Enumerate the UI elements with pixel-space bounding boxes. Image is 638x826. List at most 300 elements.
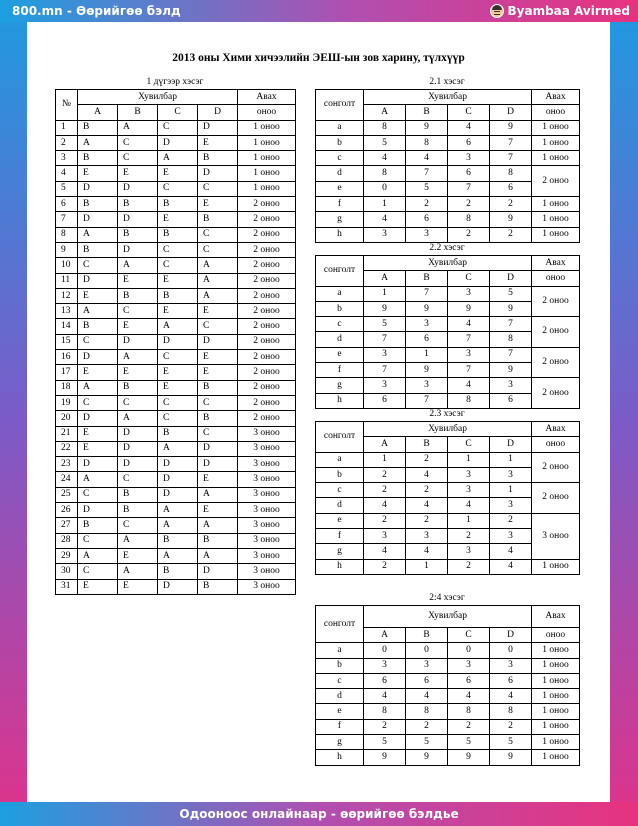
answer-cell: A	[78, 472, 118, 487]
score-cell: 3 оноо	[238, 472, 296, 487]
author-badge[interactable]	[490, 0, 630, 22]
table-header-row	[316, 256, 580, 271]
answer-cell: A	[118, 350, 158, 365]
answer-cell: B	[198, 212, 238, 227]
answer-cell: 1	[448, 513, 490, 528]
answer-cell: 8	[406, 704, 448, 719]
score-cell: 1 оноо	[238, 151, 296, 166]
score-cell: 3 оноо	[238, 487, 296, 502]
answer-cell: 1	[490, 452, 532, 467]
score-cell: 2 оноо	[532, 452, 580, 483]
answer-cell: 5	[406, 735, 448, 750]
answer-cell: E	[158, 304, 198, 319]
score-cell: 1 оноо	[532, 559, 580, 574]
table-row	[316, 513, 580, 528]
question-number: 12	[56, 288, 78, 303]
table-row	[56, 120, 296, 135]
answer-cell: A	[158, 151, 198, 166]
header-col-c: C	[448, 105, 490, 120]
question-number: 2	[56, 135, 78, 150]
question-number: 15	[56, 334, 78, 349]
score-cell: 2 оноо	[532, 286, 580, 317]
question-number: 11	[56, 273, 78, 288]
header-choice: сонголт	[316, 256, 364, 287]
table-row	[56, 288, 296, 303]
answer-cell: C	[158, 350, 198, 365]
choice-label: c	[316, 483, 364, 498]
answer-cell: 3	[364, 347, 406, 362]
table-row	[56, 135, 296, 150]
answer-cell: 5	[448, 735, 490, 750]
answer-cell: B	[78, 197, 118, 212]
bottom-banner	[0, 802, 638, 826]
answer-cell: D	[78, 457, 118, 472]
answer-cell: E	[158, 380, 198, 395]
table-row	[316, 719, 580, 734]
answer-cell: B	[118, 487, 158, 502]
table-row	[56, 166, 296, 181]
score-cell: 1 оноо	[532, 750, 580, 765]
answer-cell: A	[118, 258, 158, 273]
answer-cell: D	[118, 457, 158, 472]
answer-cell: D	[78, 181, 118, 196]
answer-cell: 2	[364, 559, 406, 574]
score-cell: 2 оноо	[532, 483, 580, 514]
answer-cell: 9	[490, 363, 532, 378]
answer-cell: C	[198, 426, 238, 441]
answer-cell: B	[198, 380, 238, 395]
table-row	[56, 457, 296, 472]
answer-cell: 9	[406, 750, 448, 765]
answer-cell: E	[158, 166, 198, 181]
table-row	[56, 579, 296, 594]
answer-cell: 3	[406, 317, 448, 332]
header-col-a: A	[78, 105, 118, 120]
choice-label: b	[316, 301, 364, 316]
answer-cell: 4	[406, 467, 448, 482]
choice-label: d	[316, 498, 364, 513]
table-header-row	[316, 90, 580, 105]
table-row	[56, 441, 296, 456]
answer-cell: C	[118, 472, 158, 487]
answer-cell: C	[158, 258, 198, 273]
part1-caption: 1 дүгээр хэсэг	[146, 77, 204, 87]
answer-cell: 1	[364, 452, 406, 467]
answer-cell: 3	[490, 529, 532, 544]
answer-cell: 7	[406, 393, 448, 408]
answer-cell: E	[198, 350, 238, 365]
question-number: 17	[56, 365, 78, 380]
header-score: Авах	[238, 90, 296, 105]
score-cell: 1 оноо	[532, 212, 580, 227]
answer-cell: D	[118, 181, 158, 196]
table-row	[56, 258, 296, 273]
answer-cell: 4	[406, 689, 448, 704]
answer-cell: 2	[448, 559, 490, 574]
choice-label: e	[316, 181, 364, 196]
answer-cell: 4	[448, 378, 490, 393]
answer-cell: D	[198, 166, 238, 181]
question-number: 23	[56, 457, 78, 472]
header-score-unit: оноо	[532, 628, 580, 643]
answer-cell: E	[78, 288, 118, 303]
answer-cell: 4	[364, 689, 406, 704]
table-row	[56, 548, 296, 563]
header-col-c: C	[448, 437, 490, 452]
answer-cell: 2	[490, 513, 532, 528]
answer-cell: 8	[448, 393, 490, 408]
score-cell: 3 оноо	[238, 426, 296, 441]
header-score: Авах	[532, 606, 580, 628]
score-cell: 3 оноо	[238, 457, 296, 472]
table-row	[56, 319, 296, 334]
answer-cell: D	[158, 579, 198, 594]
header-col-a: A	[364, 628, 406, 643]
answer-cell: E	[118, 579, 158, 594]
table-row	[56, 197, 296, 212]
table-row	[56, 564, 296, 579]
answer-cell: 3	[448, 347, 490, 362]
answer-cell: 2	[406, 719, 448, 734]
choice-label: c	[316, 317, 364, 332]
answer-cell: 3	[490, 467, 532, 482]
header-choice: сонголт	[316, 90, 364, 121]
header-score-unit: оноо	[532, 105, 580, 120]
score-cell: 1 оноо	[532, 135, 580, 150]
answer-cell: 9	[406, 301, 448, 316]
answer-cell: 0	[406, 643, 448, 658]
answer-cell: 4	[406, 498, 448, 513]
answer-cell: A	[78, 548, 118, 563]
answer-cell: 4	[364, 498, 406, 513]
score-cell: 2 оноо	[238, 197, 296, 212]
answer-cell: C	[118, 395, 158, 410]
section-2-1-table	[315, 89, 580, 243]
question-number: 29	[56, 548, 78, 563]
answer-cell: 9	[448, 301, 490, 316]
score-cell: 2 оноо	[238, 288, 296, 303]
table-row	[316, 378, 580, 393]
answer-cell: C	[118, 151, 158, 166]
table-row	[56, 181, 296, 196]
answer-cell: C	[158, 395, 198, 410]
table-row	[56, 503, 296, 518]
score-cell: 2 оноо	[238, 319, 296, 334]
answer-cell: E	[198, 365, 238, 380]
answer-cell: D	[198, 564, 238, 579]
question-number: 31	[56, 579, 78, 594]
answer-cell: E	[158, 273, 198, 288]
answer-cell: D	[118, 334, 158, 349]
score-cell: 3 оноо	[238, 441, 296, 456]
score-cell: 2 оноо	[532, 317, 580, 348]
choice-label: h	[316, 227, 364, 242]
answer-cell: 7	[406, 286, 448, 301]
question-number: 6	[56, 197, 78, 212]
answer-cell: 9	[490, 301, 532, 316]
answer-cell: 2	[364, 513, 406, 528]
score-cell: 2 оноо	[238, 258, 296, 273]
footer-slogan: Одооноос онлайнаар - өөрийгөө бэлдье	[179, 807, 459, 821]
header-variant: Хувилбар	[364, 256, 532, 271]
answer-cell: E	[198, 135, 238, 150]
answer-cell: 8	[490, 704, 532, 719]
answer-cell: 4	[448, 498, 490, 513]
table-row	[316, 151, 580, 166]
score-cell: 3 оноо	[238, 503, 296, 518]
header-col-d: D	[198, 105, 238, 120]
answer-cell: 3	[448, 544, 490, 559]
avatar-icon	[490, 4, 504, 18]
answer-cell: 5	[364, 317, 406, 332]
question-number: 18	[56, 380, 78, 395]
answer-cell: 7	[490, 317, 532, 332]
answer-cell: 2	[448, 719, 490, 734]
answer-cell: A	[118, 411, 158, 426]
section-2-1-caption: 2.1 хэсэг	[429, 77, 465, 87]
answer-cell: 7	[448, 332, 490, 347]
answer-cell: E	[158, 365, 198, 380]
answer-cell: E	[78, 166, 118, 181]
answer-cell: B	[158, 227, 198, 242]
answer-cell: 2	[448, 197, 490, 212]
site-brand-link[interactable]: 800.mn - Өөрийгөө бэлд	[12, 4, 181, 18]
score-cell: 1 оноо	[532, 735, 580, 750]
answer-cell: 2	[490, 719, 532, 734]
answer-cell: C	[198, 227, 238, 242]
answer-cell: 4	[448, 317, 490, 332]
answer-cell: 2	[406, 483, 448, 498]
answer-cell: 9	[406, 120, 448, 135]
choice-label: h	[316, 393, 364, 408]
answer-cell: B	[118, 503, 158, 518]
page-title: 2013 оны Хими хичээлийн ЭЕШ-ын зов харину, түлхүүр	[172, 52, 465, 64]
answer-cell: C	[158, 242, 198, 257]
answer-cell: 3	[406, 658, 448, 673]
header-col-c: C	[448, 271, 490, 286]
question-number: 3	[56, 151, 78, 166]
header-col-c: C	[448, 628, 490, 643]
table-row	[56, 304, 296, 319]
answer-cell: 2	[406, 197, 448, 212]
answer-cell: 5	[490, 735, 532, 750]
choice-label: g	[316, 212, 364, 227]
score-cell: 3 оноо	[238, 548, 296, 563]
answer-cell: A	[198, 273, 238, 288]
score-cell: 2 оноо	[238, 380, 296, 395]
answer-cell: 0	[364, 643, 406, 658]
answer-cell: 9	[448, 750, 490, 765]
answer-cell: B	[78, 120, 118, 135]
answer-cell: C	[78, 533, 118, 548]
score-cell: 2 оноо	[238, 395, 296, 410]
answer-cell: D	[78, 273, 118, 288]
answer-cell: A	[198, 548, 238, 563]
answer-cell: D	[198, 120, 238, 135]
answer-cell: A	[118, 564, 158, 579]
answer-cell: A	[158, 503, 198, 518]
table-row	[56, 426, 296, 441]
answer-cell: E	[118, 548, 158, 563]
table-row	[316, 227, 580, 242]
answer-cell: 1	[364, 286, 406, 301]
answer-cell: 8	[364, 120, 406, 135]
answer-cell: 7	[406, 166, 448, 181]
header-score-unit: оноо	[238, 105, 296, 120]
choice-label: b	[316, 658, 364, 673]
choice-label: e	[316, 513, 364, 528]
answer-cell: C	[118, 304, 158, 319]
answer-cell: 2	[364, 719, 406, 734]
table-row	[316, 673, 580, 688]
part1-answer-table	[55, 89, 296, 595]
answer-cell: 8	[448, 704, 490, 719]
answer-cell: E	[118, 365, 158, 380]
table-row	[316, 658, 580, 673]
answer-cell: 4	[490, 559, 532, 574]
answer-cell: B	[198, 579, 238, 594]
answer-cell: E	[78, 579, 118, 594]
answer-cell: 2	[490, 197, 532, 212]
score-cell: 1 оноо	[532, 689, 580, 704]
header-score: Авах	[532, 90, 580, 105]
answer-cell: 3	[406, 227, 448, 242]
score-cell: 3 оноо	[238, 533, 296, 548]
answer-cell: 8	[448, 212, 490, 227]
header-col-a: A	[364, 437, 406, 452]
table-row	[56, 151, 296, 166]
answer-cell: A	[198, 288, 238, 303]
table-row	[56, 273, 296, 288]
score-cell: 1 оноо	[238, 181, 296, 196]
score-cell: 1 оноо	[532, 227, 580, 242]
answer-cell: 9	[406, 363, 448, 378]
question-number: 25	[56, 487, 78, 502]
answer-cell: 6	[490, 393, 532, 408]
author-name: Byambaa Avirmed	[507, 4, 630, 18]
top-banner	[0, 0, 638, 22]
question-number: 16	[56, 350, 78, 365]
answer-cell: 6	[448, 673, 490, 688]
answer-cell: 2	[406, 452, 448, 467]
table-row	[316, 483, 580, 498]
answer-cell: C	[198, 395, 238, 410]
table-row	[316, 212, 580, 227]
question-number: 5	[56, 181, 78, 196]
answer-cell: B	[158, 533, 198, 548]
answer-cell: B	[158, 197, 198, 212]
table-header-row	[316, 422, 580, 437]
answer-cell: 4	[406, 151, 448, 166]
score-cell: 1 оноо	[532, 197, 580, 212]
score-cell: 3 оноо	[532, 513, 580, 559]
answer-cell: 3	[490, 498, 532, 513]
answer-cell: C	[78, 487, 118, 502]
table-header-row	[316, 606, 580, 628]
table-row	[316, 166, 580, 181]
answer-cell: 3	[364, 658, 406, 673]
header-col-c: C	[158, 105, 198, 120]
choice-label: a	[316, 452, 364, 467]
answer-cell: D	[118, 242, 158, 257]
answer-cell: A	[198, 258, 238, 273]
answer-cell: 2	[448, 227, 490, 242]
answer-cell: 5	[490, 286, 532, 301]
answer-cell: C	[118, 135, 158, 150]
answer-cell: B	[158, 288, 198, 303]
answer-cell: 1	[364, 197, 406, 212]
answer-cell: A	[158, 441, 198, 456]
choice-label: a	[316, 120, 364, 135]
answer-cell: B	[158, 564, 198, 579]
answer-cell: A	[78, 380, 118, 395]
header-score-unit: оноо	[532, 271, 580, 286]
answer-cell: 2	[364, 467, 406, 482]
section-2-3-table	[315, 421, 580, 575]
question-number: 20	[56, 411, 78, 426]
answer-cell: 5	[364, 735, 406, 750]
score-cell: 2 оноо	[238, 304, 296, 319]
answer-cell: B	[118, 380, 158, 395]
header-choice: сонголт	[316, 422, 364, 453]
choice-label: c	[316, 673, 364, 688]
table-row	[56, 533, 296, 548]
choice-label: f	[316, 529, 364, 544]
score-cell: 1 оноо	[532, 120, 580, 135]
answer-cell: 9	[490, 212, 532, 227]
table-row	[56, 212, 296, 227]
header-choice: сонголт	[316, 606, 364, 643]
choice-label: d	[316, 166, 364, 181]
answer-cell: 6	[364, 393, 406, 408]
answer-cell: C	[198, 319, 238, 334]
document-page	[27, 22, 610, 802]
header-number: №	[56, 90, 78, 121]
header-score-unit: оноо	[532, 437, 580, 452]
answer-cell: D	[118, 441, 158, 456]
answer-cell: 1	[406, 347, 448, 362]
question-number: 30	[56, 564, 78, 579]
answer-cell: 6	[406, 212, 448, 227]
answer-cell: 0	[448, 643, 490, 658]
header-score: Авах	[532, 422, 580, 437]
answer-cell: 6	[406, 332, 448, 347]
answer-cell: D	[158, 135, 198, 150]
answer-cell: D	[118, 212, 158, 227]
header-col-b: B	[406, 105, 448, 120]
answer-cell: D	[78, 411, 118, 426]
score-cell: 2 оноо	[238, 365, 296, 380]
section-2-3-caption: 2.3 хэсэг	[429, 409, 465, 419]
header-col-b: B	[406, 628, 448, 643]
choice-label: d	[316, 689, 364, 704]
score-cell: 2 оноо	[532, 166, 580, 197]
table-row	[56, 227, 296, 242]
score-cell: 3 оноо	[238, 518, 296, 533]
answer-cell: 6	[448, 135, 490, 150]
answer-cell: D	[158, 487, 198, 502]
choice-label: h	[316, 559, 364, 574]
table-row	[56, 242, 296, 257]
score-cell: 2 оноо	[238, 273, 296, 288]
score-cell: 2 оноо	[532, 347, 580, 378]
answer-cell: 6	[406, 673, 448, 688]
answer-cell: 3	[448, 286, 490, 301]
answer-cell: D	[158, 472, 198, 487]
table-row	[56, 487, 296, 502]
answer-cell: B	[78, 151, 118, 166]
answer-cell: D	[198, 457, 238, 472]
